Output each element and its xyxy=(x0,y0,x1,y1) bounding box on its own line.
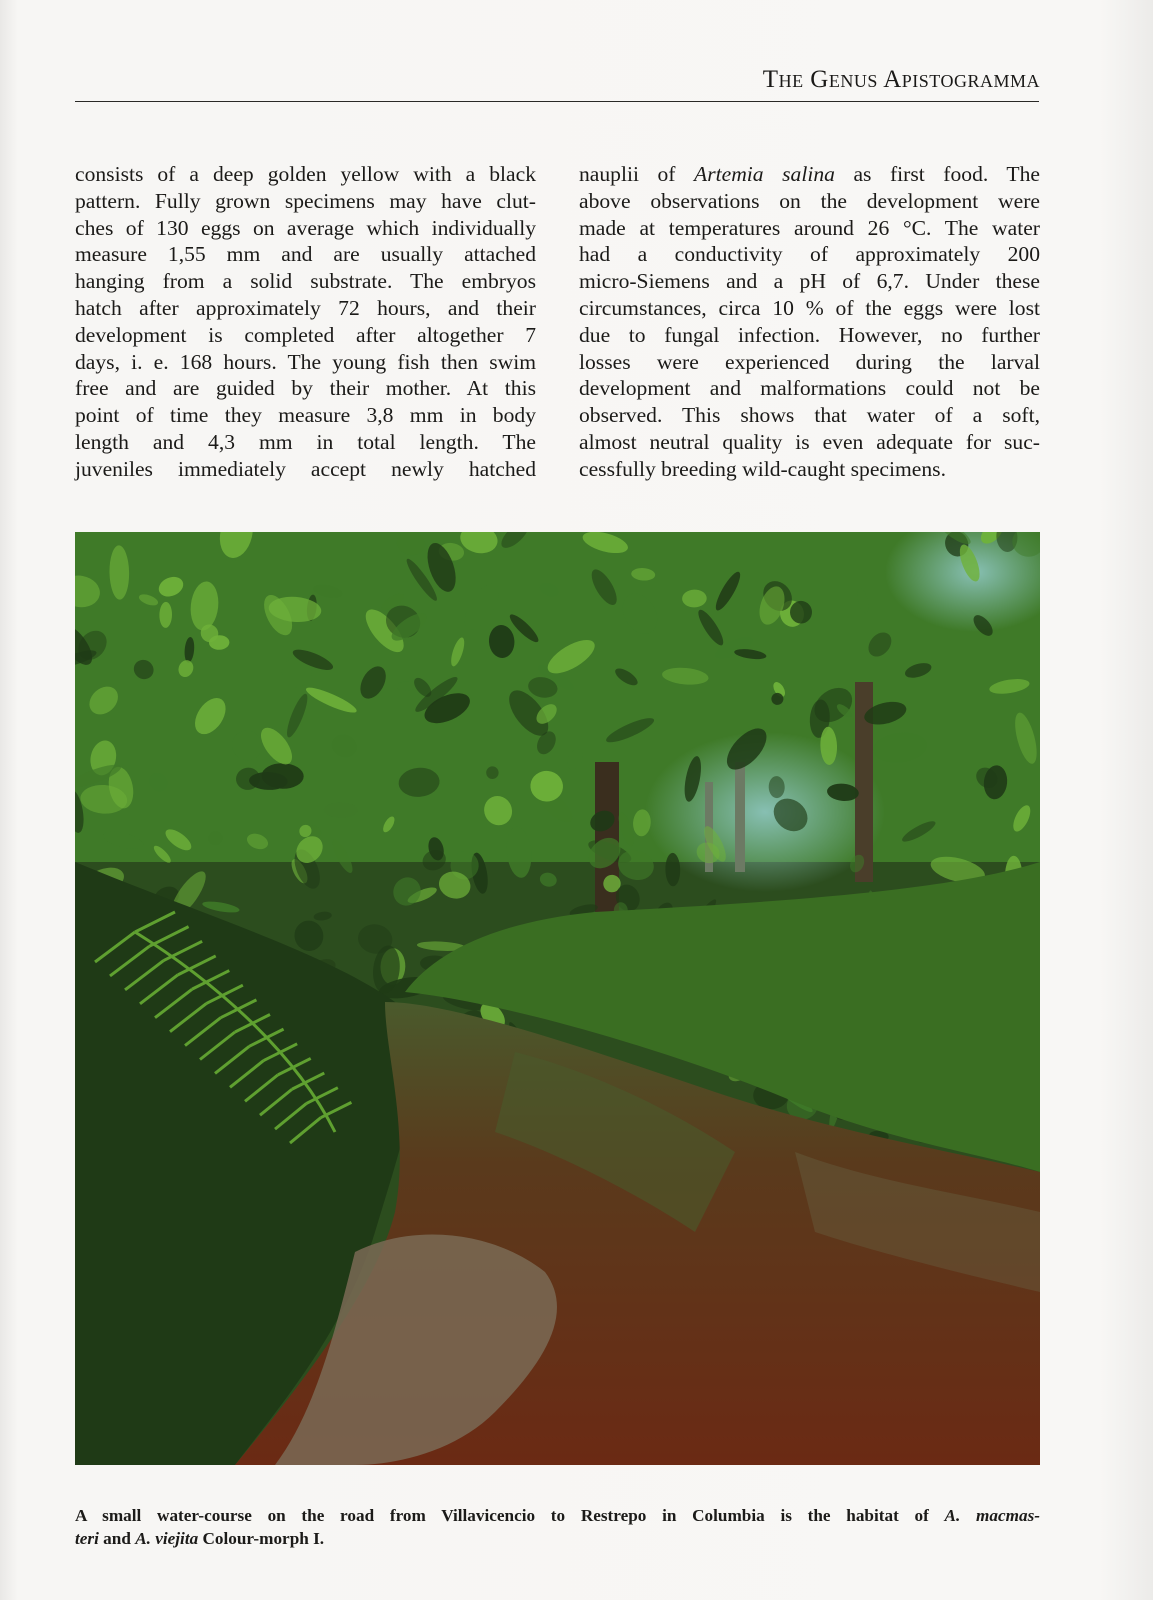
text-line: measure 1,55 mm and are usually attached xyxy=(75,242,536,267)
text-line: juveniles immediately accept newly hatched xyxy=(75,456,536,481)
species-name: teri xyxy=(75,1529,99,1548)
caption-text: A small water-course on the road from Villavicencio to Restrepo in Columbia is the habitat of xyxy=(75,1506,945,1525)
text-line: point of time they measure 3,8 mm in body xyxy=(75,403,536,428)
species-name: A. viejita xyxy=(135,1529,199,1548)
text-line: observed. This shows that water of a soft, xyxy=(579,403,1040,428)
text-line: consists of a deep golden yellow with a black xyxy=(75,162,536,186)
caption-text: and xyxy=(98,1529,136,1548)
caption-text: Colour-morph I. xyxy=(198,1529,325,1548)
photo-illustration xyxy=(75,532,1040,1465)
text-line: hanging from a solid substrate. The embryos xyxy=(75,269,536,294)
caption-line xyxy=(75,1504,1040,1527)
text-line: due to fungal infection. However, no further xyxy=(579,322,1040,347)
running-title: The Genus Apistogramma xyxy=(762,66,1040,93)
text-line: development is completed after altogether 7 xyxy=(75,322,536,347)
photo-caption xyxy=(75,1504,1040,1550)
header-rule xyxy=(75,101,1039,102)
text-fragment: nauplii of xyxy=(579,162,695,186)
text-line: ches of 130 eggs on average which individually xyxy=(75,215,536,240)
text-line: development and malformations could not be xyxy=(579,376,1040,401)
text-line: above observations on the development were xyxy=(579,188,1040,213)
text-line: circumstances, circa 10 % of the eggs were lost xyxy=(579,295,1040,320)
text-line: losses were experienced during the larval xyxy=(579,349,1040,374)
text-column-right xyxy=(579,161,1040,483)
species-name: Artemia salina xyxy=(694,162,835,186)
text-line: days, i. e. 168 hours. The young fish then swim xyxy=(75,349,536,374)
text-column-left xyxy=(75,161,536,483)
text-line: length and 4,3 mm in total length. The xyxy=(75,429,536,454)
caption-line xyxy=(75,1527,1040,1550)
text-line: micro-Siemens and a pH of 6,7. Under these xyxy=(579,269,1040,294)
text-line: cessfully breeding wild-caught specimens. xyxy=(579,456,946,481)
text-line-with-species xyxy=(579,161,1040,188)
species-name: A. macmas- xyxy=(944,1506,1040,1525)
text-fragment: as first food. The xyxy=(834,162,1041,186)
text-line: pattern. Fully grown specimens may have clut- xyxy=(75,188,536,213)
text-line: hatch after approximately 72 hours, and their xyxy=(75,295,536,320)
text-line: almost neutral quality is even adequate for suc- xyxy=(579,429,1040,454)
text-line: made at temperatures around 26 °C. The water xyxy=(579,215,1040,240)
text-line: free and are guided by their mother. At this xyxy=(75,376,536,401)
stream-habitat-photo xyxy=(75,532,1040,1465)
text-line: had a conductivity of approximately 200 xyxy=(579,242,1040,267)
